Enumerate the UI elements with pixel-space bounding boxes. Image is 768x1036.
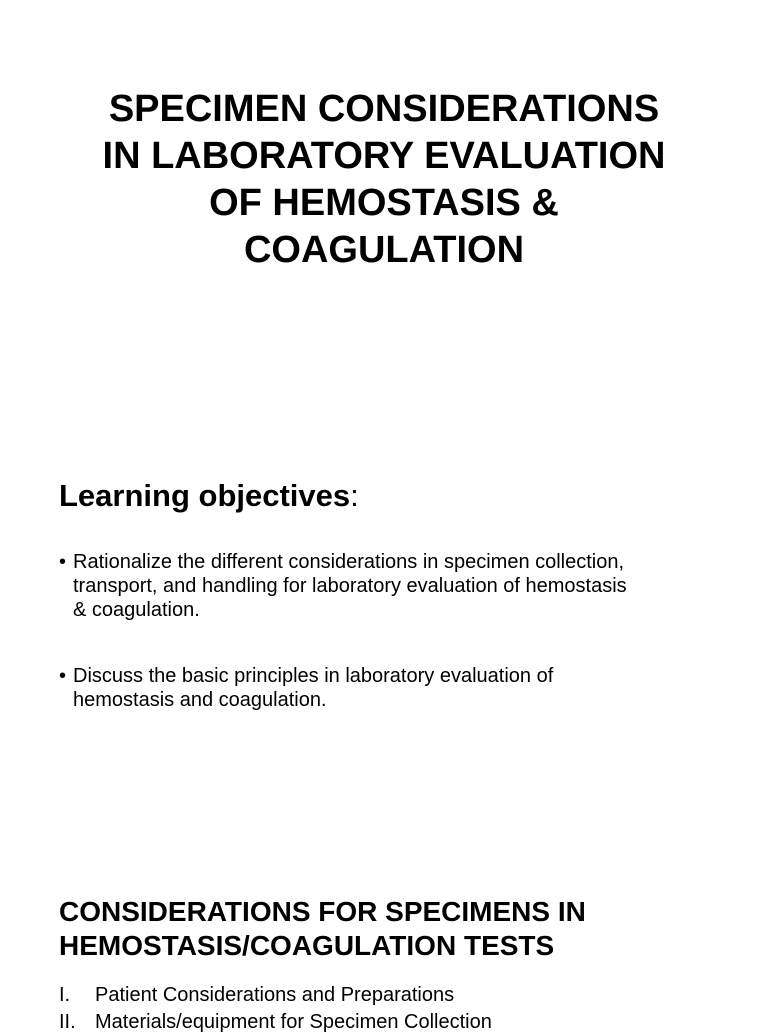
section-heading-line: CONSIDERATIONS FOR SPECIMENS IN [59,896,586,927]
outline-list [59,982,492,1036]
title-line: COAGULATION [243,229,525,271]
objective-text: & coagulation. [73,599,200,621]
outline-number: I. [59,984,71,1006]
outline-item [59,1009,492,1036]
outline-text: Patient Considerations and Preparations [95,984,455,1006]
objectives-heading-text: Learning objectives [59,478,351,513]
objective-text: hemostasis and coagulation. [73,689,327,711]
bullet-icon: • [59,551,67,573]
objective-item [59,550,719,622]
section-heading-line: HEMOSTASIS/COAGULATION TESTS [59,930,555,961]
section-heading [59,895,586,963]
title-line: OF HEMOSTASIS & [209,182,559,224]
outline-item [59,982,492,1009]
title-line: SPECIMEN CONSIDERATIONS [108,88,660,130]
objectives-heading [59,475,359,517]
objective-text: Discuss the basic principles in laboratory evaluation of [73,665,554,687]
objective-item [59,664,719,712]
objective-text: transport, and handling for laboratory evaluation of hemostasis [73,575,627,597]
objective-text: Rationalize the different considerations in specimen collection, [73,551,625,573]
outline-number: II. [59,1011,76,1033]
outline-text: Materials/equipment for Specimen Collection [95,1011,492,1033]
bullet-icon: • [59,665,67,687]
objectives-heading-colon: : [350,478,359,513]
slide-title [40,86,728,274]
title-line: IN LABORATORY EVALUATION [102,135,666,177]
